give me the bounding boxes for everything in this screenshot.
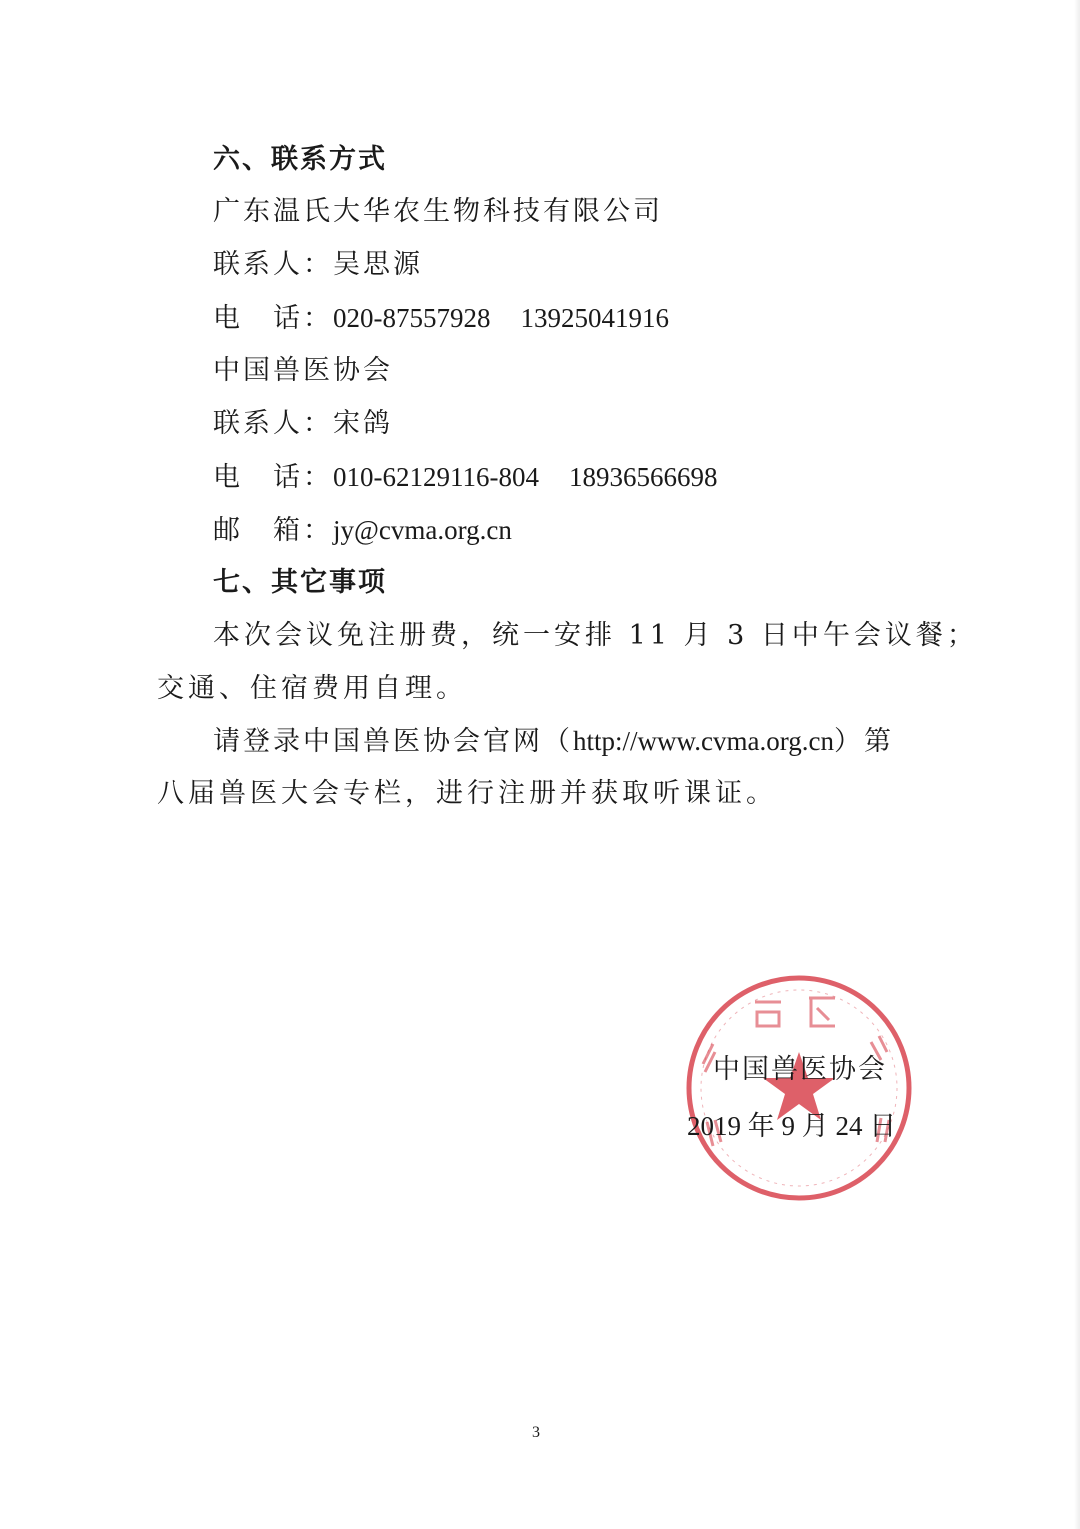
contact2-label: 联系人：	[213, 408, 333, 439]
signature-date: 2019 年 9 月 24 日	[687, 1111, 897, 1141]
phone1-landline: 020-87557928	[333, 303, 491, 333]
para2-line2: 八届兽医大会专栏，进行注册并获取听课证。	[157, 778, 777, 809]
phone1-label: 电 话：	[213, 303, 333, 334]
phone2-mobile: 18936566698	[568, 462, 718, 492]
para1-line1: 本次会议免注册费，统一安排 11 月 3 日中午会议餐；	[213, 620, 978, 651]
email	[213, 512, 512, 549]
section-6-heading: 六、联系方式	[213, 144, 387, 175]
org1-name: 广东温氏大华农生物科技有限公司	[213, 196, 663, 227]
para2-line1	[213, 723, 894, 760]
org2-name: 中国兽医协会	[213, 355, 393, 386]
signature-org: 中国兽医协会	[713, 1054, 887, 1085]
para1-line2: 交通、住宿费用自理。	[157, 673, 467, 704]
phone2-label: 电 话：	[213, 462, 333, 493]
page-edge-shadow	[1074, 0, 1080, 1529]
phone1	[213, 300, 669, 337]
official-seal	[683, 972, 915, 1204]
phone2	[213, 459, 717, 496]
contact1-label: 联系人：	[213, 249, 333, 280]
contact1	[213, 247, 423, 283]
email-label: 邮 箱：	[213, 515, 333, 546]
email-address: jy@cvma.org.cn	[333, 515, 512, 545]
section-7-heading: 七、其它事项	[213, 567, 387, 598]
contact1-name: 吴思源	[333, 249, 423, 280]
cvma-url: http://www.cvma.org.cn	[573, 726, 834, 756]
phone1-mobile: 13925041916	[520, 303, 669, 333]
contact2-name: 宋鸽	[333, 408, 393, 439]
page-number: 3	[532, 1424, 540, 1441]
phone2-landline: 010-62129116-804	[333, 462, 539, 492]
para2-text-b: ）第	[833, 726, 894, 757]
contact2	[213, 406, 393, 442]
para2-text-a: 请登录中国兽医协会官网（	[213, 726, 573, 757]
